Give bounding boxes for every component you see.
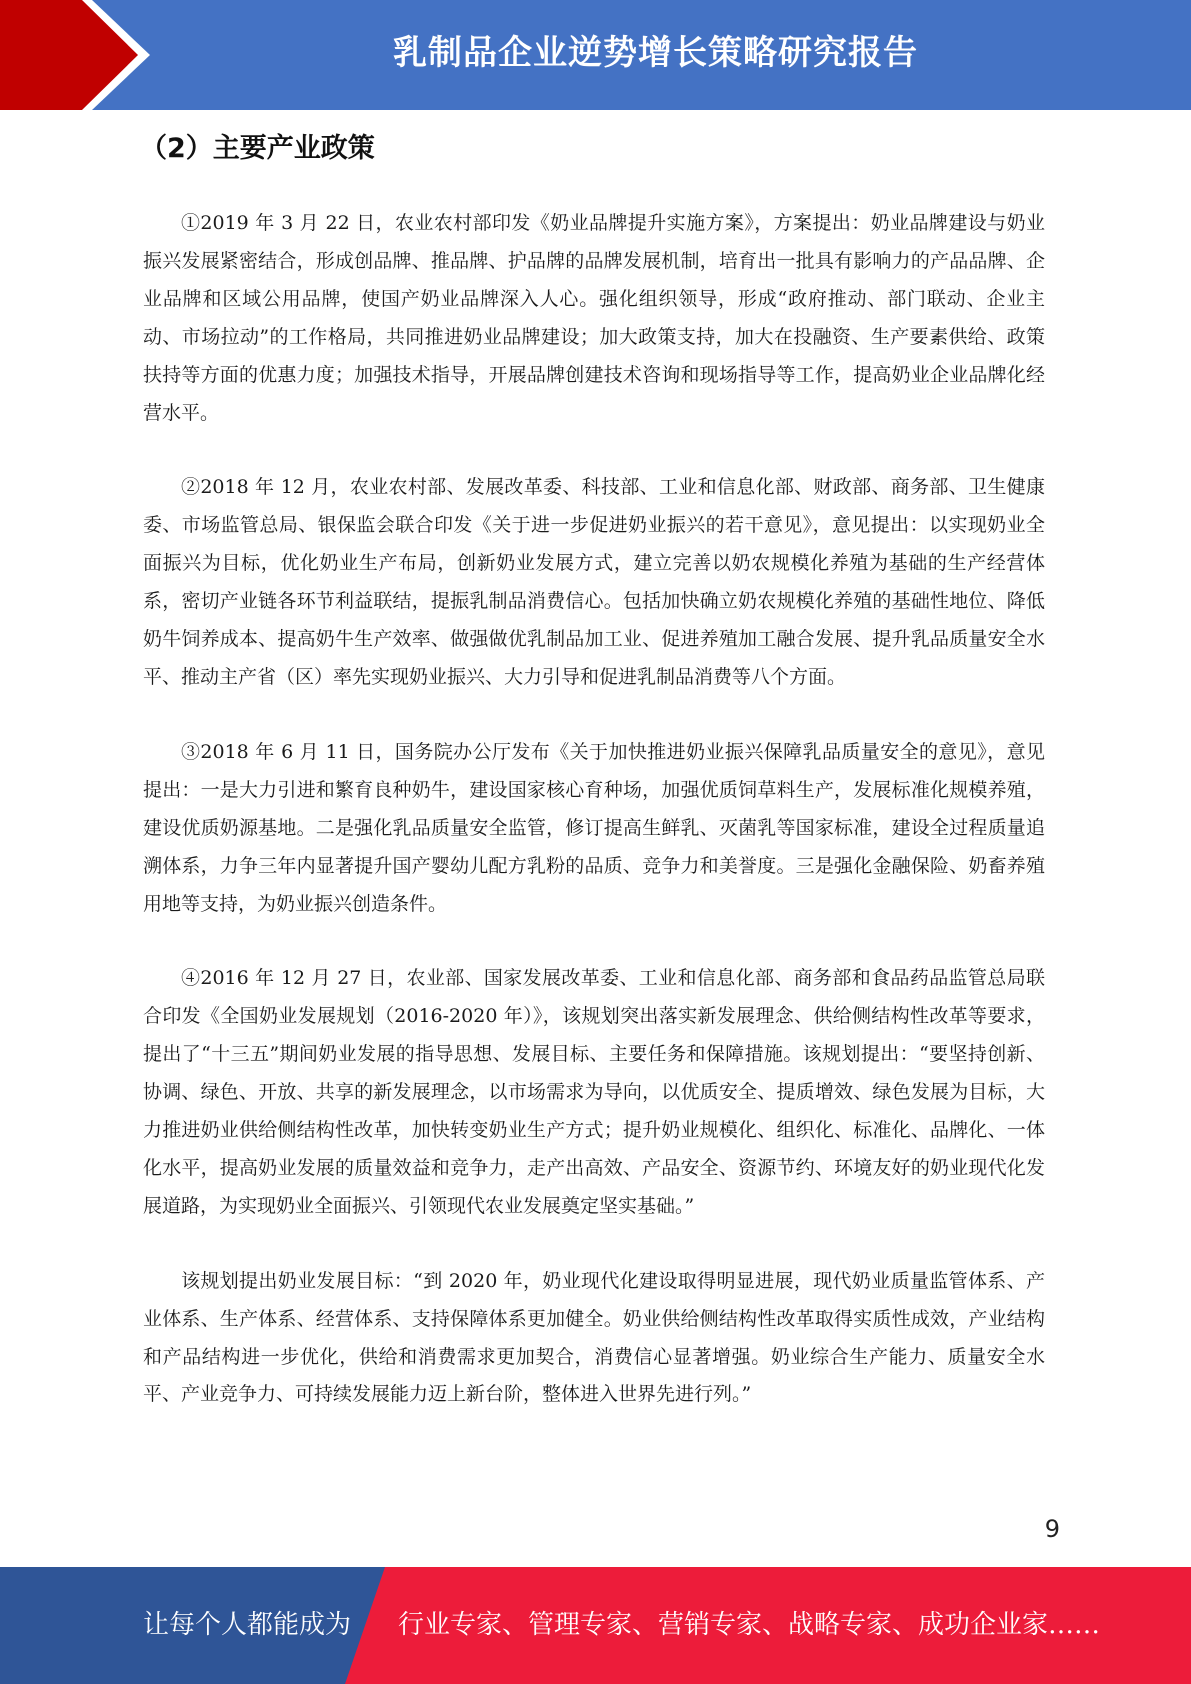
paragraph-3: ③2018 年 6 月 11 日，国务院办公厅发布《关于加快推进奶业振兴保障乳品质量安全的意见》，意见提出：一是大力引进和繁育良种奶牛，建设国家核心育种场，加强优质饲草料生产，发展标准化规模养殖，建设优质奶源基地。二是强化乳品质量安全监管，修订提高生鲜乳、灭菌乳等国家标准，建设全过程质量追溯体系，力争三年内显著提升国产婴幼儿配方乳粉的品质、竞争力和美誉度。三是强化金融保险、奶畜养殖用地等支持，为奶业振兴创造条件。 <box>143 740 1045 915</box>
page-header <box>0 0 1191 110</box>
paragraph-2: ②2018 年 12 月，农业农村部、发展改革委、科技部、工业和信息化部、财政部、商务部、卫生健康委、市场监管总局、银保监会联合印发《关于进一步促进奶业振兴的若干意见》，意见提出：以实现奶业全面振兴为目标，优化奶业生产布局，创新奶业发展方式，建立完善以奶农规模化养殖为基础的生产经营体系，密切产业链各环节利益联结，提振乳制品消费信心。包括加快确立奶农规模化养殖的基础性地位、降低奶牛饲养成本、提高奶牛生产效率、做强做优乳制品加工业、促进养殖加工融合发展、提升乳品质量安全水平、推动主产省（区）率先实现奶业振兴、大力引导和促进乳制品消费等八个方面。 <box>143 476 1045 688</box>
paragraph-1: ①2019 年 3 月 22 日，农业农村部印发《奶业品牌提升实施方案》，方案提出：奶业品牌建设与奶业振兴发展紧密结合，形成创品牌、推品牌、护品牌的品牌发展机制，培育出一批具有影响力的产品品牌、企业品牌和区域公用品牌，使国产奶业品牌深入人心。强化组织领导，形成“政府推动、部门联动、企业主动、市场拉动”的工作格局，共同推进奶业品牌建设；加大政策支持，加大在投融资、生产要素供给、政策扶持等方面的优惠力度；加强技术指导，开展品牌创建技术咨询和现场指导等工作，提高奶业企业品牌化经营水平。 <box>143 212 1045 424</box>
section-heading: （2）主要产业政策 <box>140 133 375 164</box>
page-footer <box>0 1567 1191 1684</box>
footer-slogan-right: 行业专家、管理专家、营销专家、战略专家、成功企业家…… <box>398 1610 1101 1640</box>
paragraph-5: 该规划提出奶业发展目标：“到 2020 年，奶业现代化建设取得明显进展，现代奶业质量监管体系、产业体系、生产体系、经营体系、支持保障体系更加健全。奶业供给侧结构性改革取得实质性成效，产业结构和产品结构进一步优化，供给和消费需求更加契合，消费信心显著增强。奶业综合生产能力、质量安全水平、产业竞争力、可持续发展能力迈上新台阶，整体进入世界先进行列。” <box>143 1269 1045 1406</box>
report-title: 乳制品企业逆势增长策略研究报告 <box>393 33 918 73</box>
body-content <box>143 205 1045 1451</box>
footer-slogan-left: 让每个人都能成为 <box>143 1610 352 1640</box>
page-number: 9 <box>1044 1515 1060 1543</box>
paragraph-4: ④2016 年 12 月 27 日，农业部、国家发展改革委、工业和信息化部、商务部和食品药品监管总局联合印发《全国奶业发展规划（2016-2020 年）》，该规划突出落实新发展理念、供给侧结构性改革等要求，提出了“十三五”期间奶业发展的指导思想、发展目标、主要任务和保障措施。该规划提出：“要坚持创新、协调、绿色、开放、共享的新发展理念，以市场需求为导向，以优质安全、提质增效、绿色发展为目标，大力推进奶业供给侧结构性改革，加快转变奶业生产方式；提升奶业规模化、组织化、标准化、品牌化、一体化水平，提高奶业发展的质量效益和竞争力，走产出高效、产品安全、资源节约、环境友好的奶业现代化发展道路，为实现奶业全面振兴、引领现代农业发展奠定坚实基础。” <box>143 967 1045 1217</box>
